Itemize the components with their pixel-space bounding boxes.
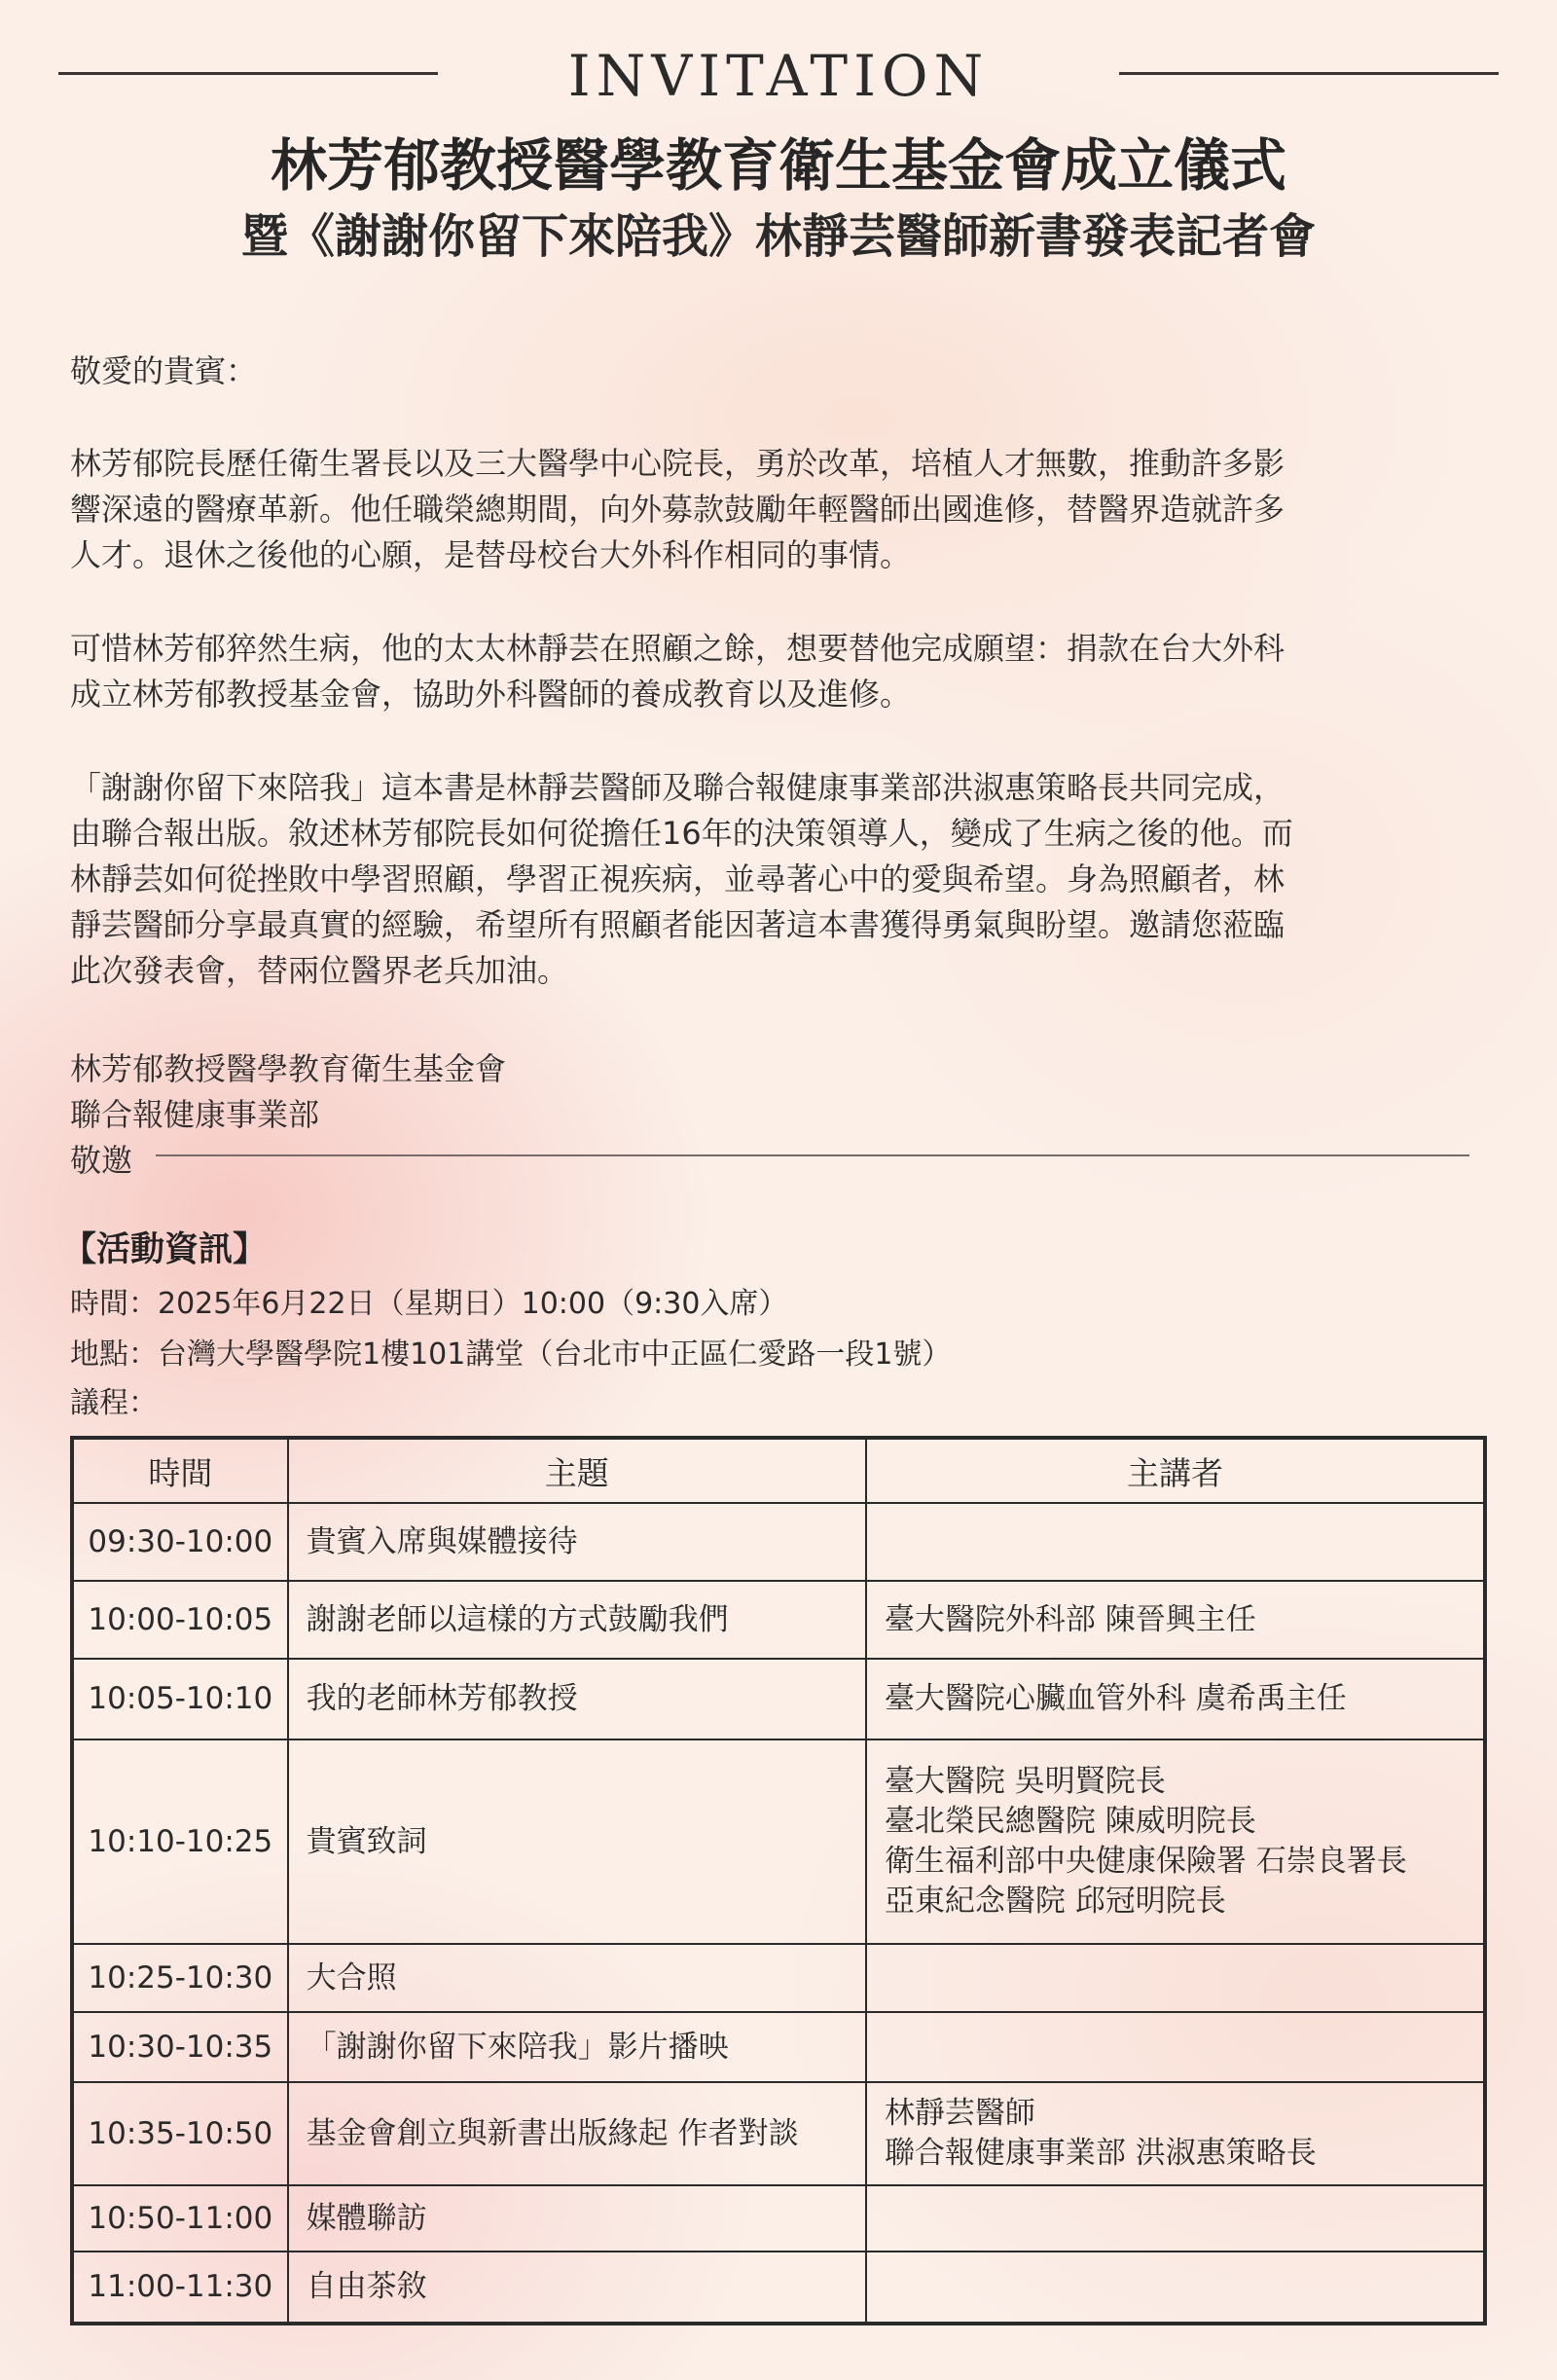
speaker-name: 衛生福利部中央健康保險署 石崇良署長 — [884, 1844, 1407, 1879]
cell-time: 10:25-10:30 — [72, 1944, 288, 2012]
paragraph-3 — [70, 765, 1491, 994]
text-line: 由聯合報出版。敘述林芳郁院長如何從擔任16年的決策領導人，變成了生病之後的他。而 — [70, 815, 1293, 852]
cell-topic: 我的老師林芳郁教授 — [288, 1659, 866, 1739]
section-title-event-info: 【活動資訊】 — [62, 1230, 268, 1269]
text-line: 林芳郁院長歷任衛生署長以及三大醫學中心院長，勇於改革，培植人才無數，推動許多影 — [70, 445, 1285, 482]
column-header-topic: 主題 — [288, 1438, 866, 1503]
cell-speaker — [866, 1581, 1485, 1659]
text-line: 成立林芳郁教授基金會，協助外科醫師的養成教育以及進修。 — [70, 676, 912, 713]
cell-topic: 大合照 — [288, 1944, 866, 2012]
greeting: 敬愛的貴賓： — [70, 352, 258, 389]
table-row — [72, 2185, 1485, 2252]
table-row — [72, 1503, 1485, 1581]
text-line: 「謝謝你留下來陪我」這本書是林靜芸醫師及聯合報健康事業部洪淑惠策略長共同完成， — [70, 769, 1285, 806]
cell-speaker — [866, 1944, 1485, 2012]
cell-speaker — [866, 2185, 1485, 2252]
speaker-name: 臺大醫院外科部 陳晉興主任 — [884, 1601, 1256, 1637]
cell-speaker — [866, 1503, 1485, 1581]
page-subtitle: 暨《謝謝你留下來陪我》林靜芸醫師新書發表記者會 — [240, 209, 1316, 264]
table-header-row — [72, 1438, 1485, 1503]
cell-time: 11:00-11:30 — [72, 2252, 288, 2324]
column-header-time: 時間 — [72, 1438, 288, 1503]
invitation-word: INVITATION — [567, 43, 990, 109]
cell-time: 10:30-10:35 — [72, 2012, 288, 2082]
speaker-name: 臺大醫院心臟血管外科 虞希禹主任 — [884, 1681, 1347, 1716]
cell-time: 10:50-11:00 — [72, 2185, 288, 2252]
text-line: 此次發表會，替兩位醫界老兵加油。 — [70, 952, 569, 989]
cell-time: 10:10-10:25 — [72, 1739, 288, 1944]
table-row — [72, 2012, 1485, 2082]
table-row — [72, 1944, 1485, 2012]
cell-topic: 貴賓致詞 — [288, 1739, 866, 1944]
divider — [156, 1154, 1469, 1156]
event-time: 時間：2025年6月22日（星期日）10:00（9:30入席） — [70, 1287, 788, 1321]
text-line: 林靜芸如何從挫敗中學習照顧，學習正視疾病，並尋著心中的愛與希望。身為照顧者，林 — [70, 860, 1285, 897]
cell-topic: 貴賓入席與媒體接待 — [288, 1503, 866, 1581]
signature-line: 聯合報健康事業部 — [70, 1096, 320, 1133]
decorative-line-right — [1119, 72, 1499, 75]
table-row — [72, 1659, 1485, 1739]
cell-topic: 自由茶敘 — [288, 2252, 866, 2324]
cell-time: 09:30-10:00 — [72, 1503, 288, 1581]
cell-topic: 媒體聯訪 — [288, 2185, 866, 2252]
paragraph-1 — [70, 441, 1491, 578]
text-line: 響深遠的醫療革新。他任職榮總期間，向外募款鼓勵年輕醫師出國進修，替醫界造就許多 — [70, 491, 1285, 528]
signature-line: 林芳郁教授醫學教育衛生基金會 — [70, 1050, 507, 1087]
cell-speaker — [866, 2012, 1485, 2082]
cell-topic: 「謝謝你留下來陪我」影片播映 — [288, 2012, 866, 2082]
text-line: 可惜林芳郁猝然生病，他的太太林靜芸在照顧之餘，想要替他完成願望：捐款在台大外科 — [70, 630, 1285, 667]
speaker-name: 亞東紀念醫院 邱冠明院長 — [884, 1884, 1226, 1919]
text-line: 靜芸醫師分享最真實的經驗，希望所有照顧者能因著這本書獲得勇氣與盼望。邀請您蒞臨 — [70, 906, 1285, 943]
table-row — [72, 1739, 1485, 1944]
signature-line: 敬邀 — [70, 1142, 133, 1179]
cell-speaker — [866, 1659, 1485, 1739]
page-title: 林芳郁教授醫學教育衛生基金會成立儀式 — [270, 132, 1286, 199]
signature-block — [70, 1046, 1491, 1184]
agenda-label: 議程： — [70, 1386, 158, 1420]
cell-topic: 基金會創立與新書出版緣起 作者對談 — [288, 2082, 866, 2185]
table-row — [72, 2252, 1485, 2324]
cell-time: 10:00-10:05 — [72, 1581, 288, 1659]
cell-speaker — [866, 2082, 1485, 2185]
table-row — [72, 1581, 1485, 1659]
invitation-header — [58, 39, 1499, 117]
speaker-name: 臺大醫院 吳明賢院長 — [884, 1764, 1166, 1799]
text-line: 人才。退休之後他的心願，是替母校台大外科作相同的事情。 — [70, 536, 912, 573]
cell-topic: 謝謝老師以這樣的方式鼓勵我們 — [288, 1581, 866, 1659]
speaker-name: 臺北榮民總醫院 陳威明院長 — [884, 1804, 1256, 1839]
column-header-speaker: 主講者 — [866, 1438, 1485, 1503]
paragraph-2 — [70, 626, 1491, 717]
speaker-name: 聯合報健康事業部 洪淑惠策略長 — [884, 2136, 1317, 2171]
event-place: 地點：台灣大學醫學院1樓101講堂（台北市中正區仁愛路一段1號） — [70, 1337, 952, 1372]
cell-speaker — [866, 1739, 1485, 1944]
cell-speaker — [866, 2252, 1485, 2324]
agenda-table — [70, 1436, 1487, 2325]
cell-time: 10:35-10:50 — [72, 2082, 288, 2185]
speaker-name: 林靜芸醫師 — [884, 2096, 1035, 2131]
cell-time: 10:05-10:10 — [72, 1659, 288, 1739]
table-row — [72, 2082, 1485, 2185]
